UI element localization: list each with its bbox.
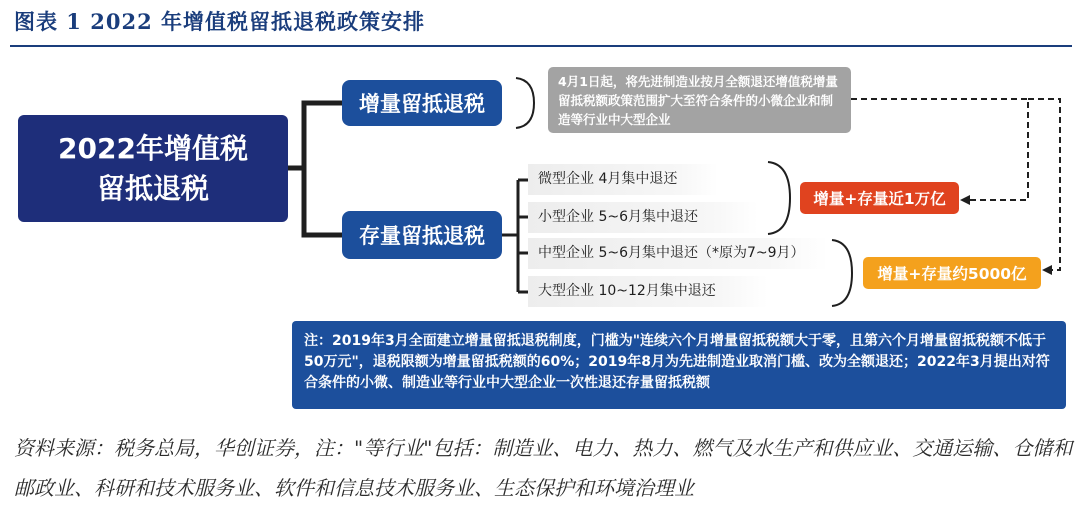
main-node-line1: 2022年增值税	[58, 131, 248, 165]
page-title: 图表 1 2022 年增值税留抵退税政策安排	[14, 9, 425, 34]
main-node-line2: 留抵退税	[96, 171, 209, 205]
main-branch-connector	[288, 103, 342, 235]
medium-large-brace	[832, 240, 852, 306]
incremental-brace	[516, 78, 534, 128]
policy-note: 注：2019年3月全面建立增量留抵退税制度，门槛为"连续六个月增量留抵税额大于零，且第六个月增量留抵税额不低于50万元"，退税限额为增量留抵税额的60%；2019年8月为先进制造业取消门槛、改为全额退还；2022年3月提出对符合条件的小微、制造业等行业中大型企业一次性退还存量留抵税额	[292, 321, 1066, 409]
stock-item-medium: 中型企业 5~6月集中退还（*原为7~9月）	[528, 238, 828, 269]
arrow-head-1	[960, 195, 970, 205]
total-medium-large-badge: 增量+存量约5000亿	[863, 257, 1041, 289]
stock-refund-node: 存量留抵退税	[342, 211, 502, 259]
arrow-head-2	[1042, 265, 1052, 275]
dashed-arrow-path-2	[1028, 99, 1060, 270]
stock-item-small: 小型企业 5~6月集中退还	[528, 202, 758, 233]
total-small-micro-badge: 增量+存量近1万亿	[800, 182, 959, 214]
incremental-refund-node: 增量留抵退税	[342, 80, 502, 126]
stock-item-micro: 微型企业 4月集中退还	[528, 164, 718, 195]
incremental-description: 4月1日起，将先进制造业按月全额退还增值税增量留抵税额政策范围扩大至符合条件的小微企业和制造等行业中大型企业	[548, 67, 851, 133]
main-policy-node	[18, 115, 288, 222]
stock-item-large: 大型企业 10~12月集中退还	[528, 276, 768, 307]
small-micro-brace	[768, 162, 790, 234]
source-footnote: 资料来源：税务总局，华创证券，注："等行业"包括：制造业、电力、热力、燃气及水生产和供应业、交通运输、仓储和邮政业、科研和技术服务业、软件和信息技术服务业、生态保护和环境治理业	[14, 436, 1073, 500]
stock-bracket	[502, 180, 528, 292]
